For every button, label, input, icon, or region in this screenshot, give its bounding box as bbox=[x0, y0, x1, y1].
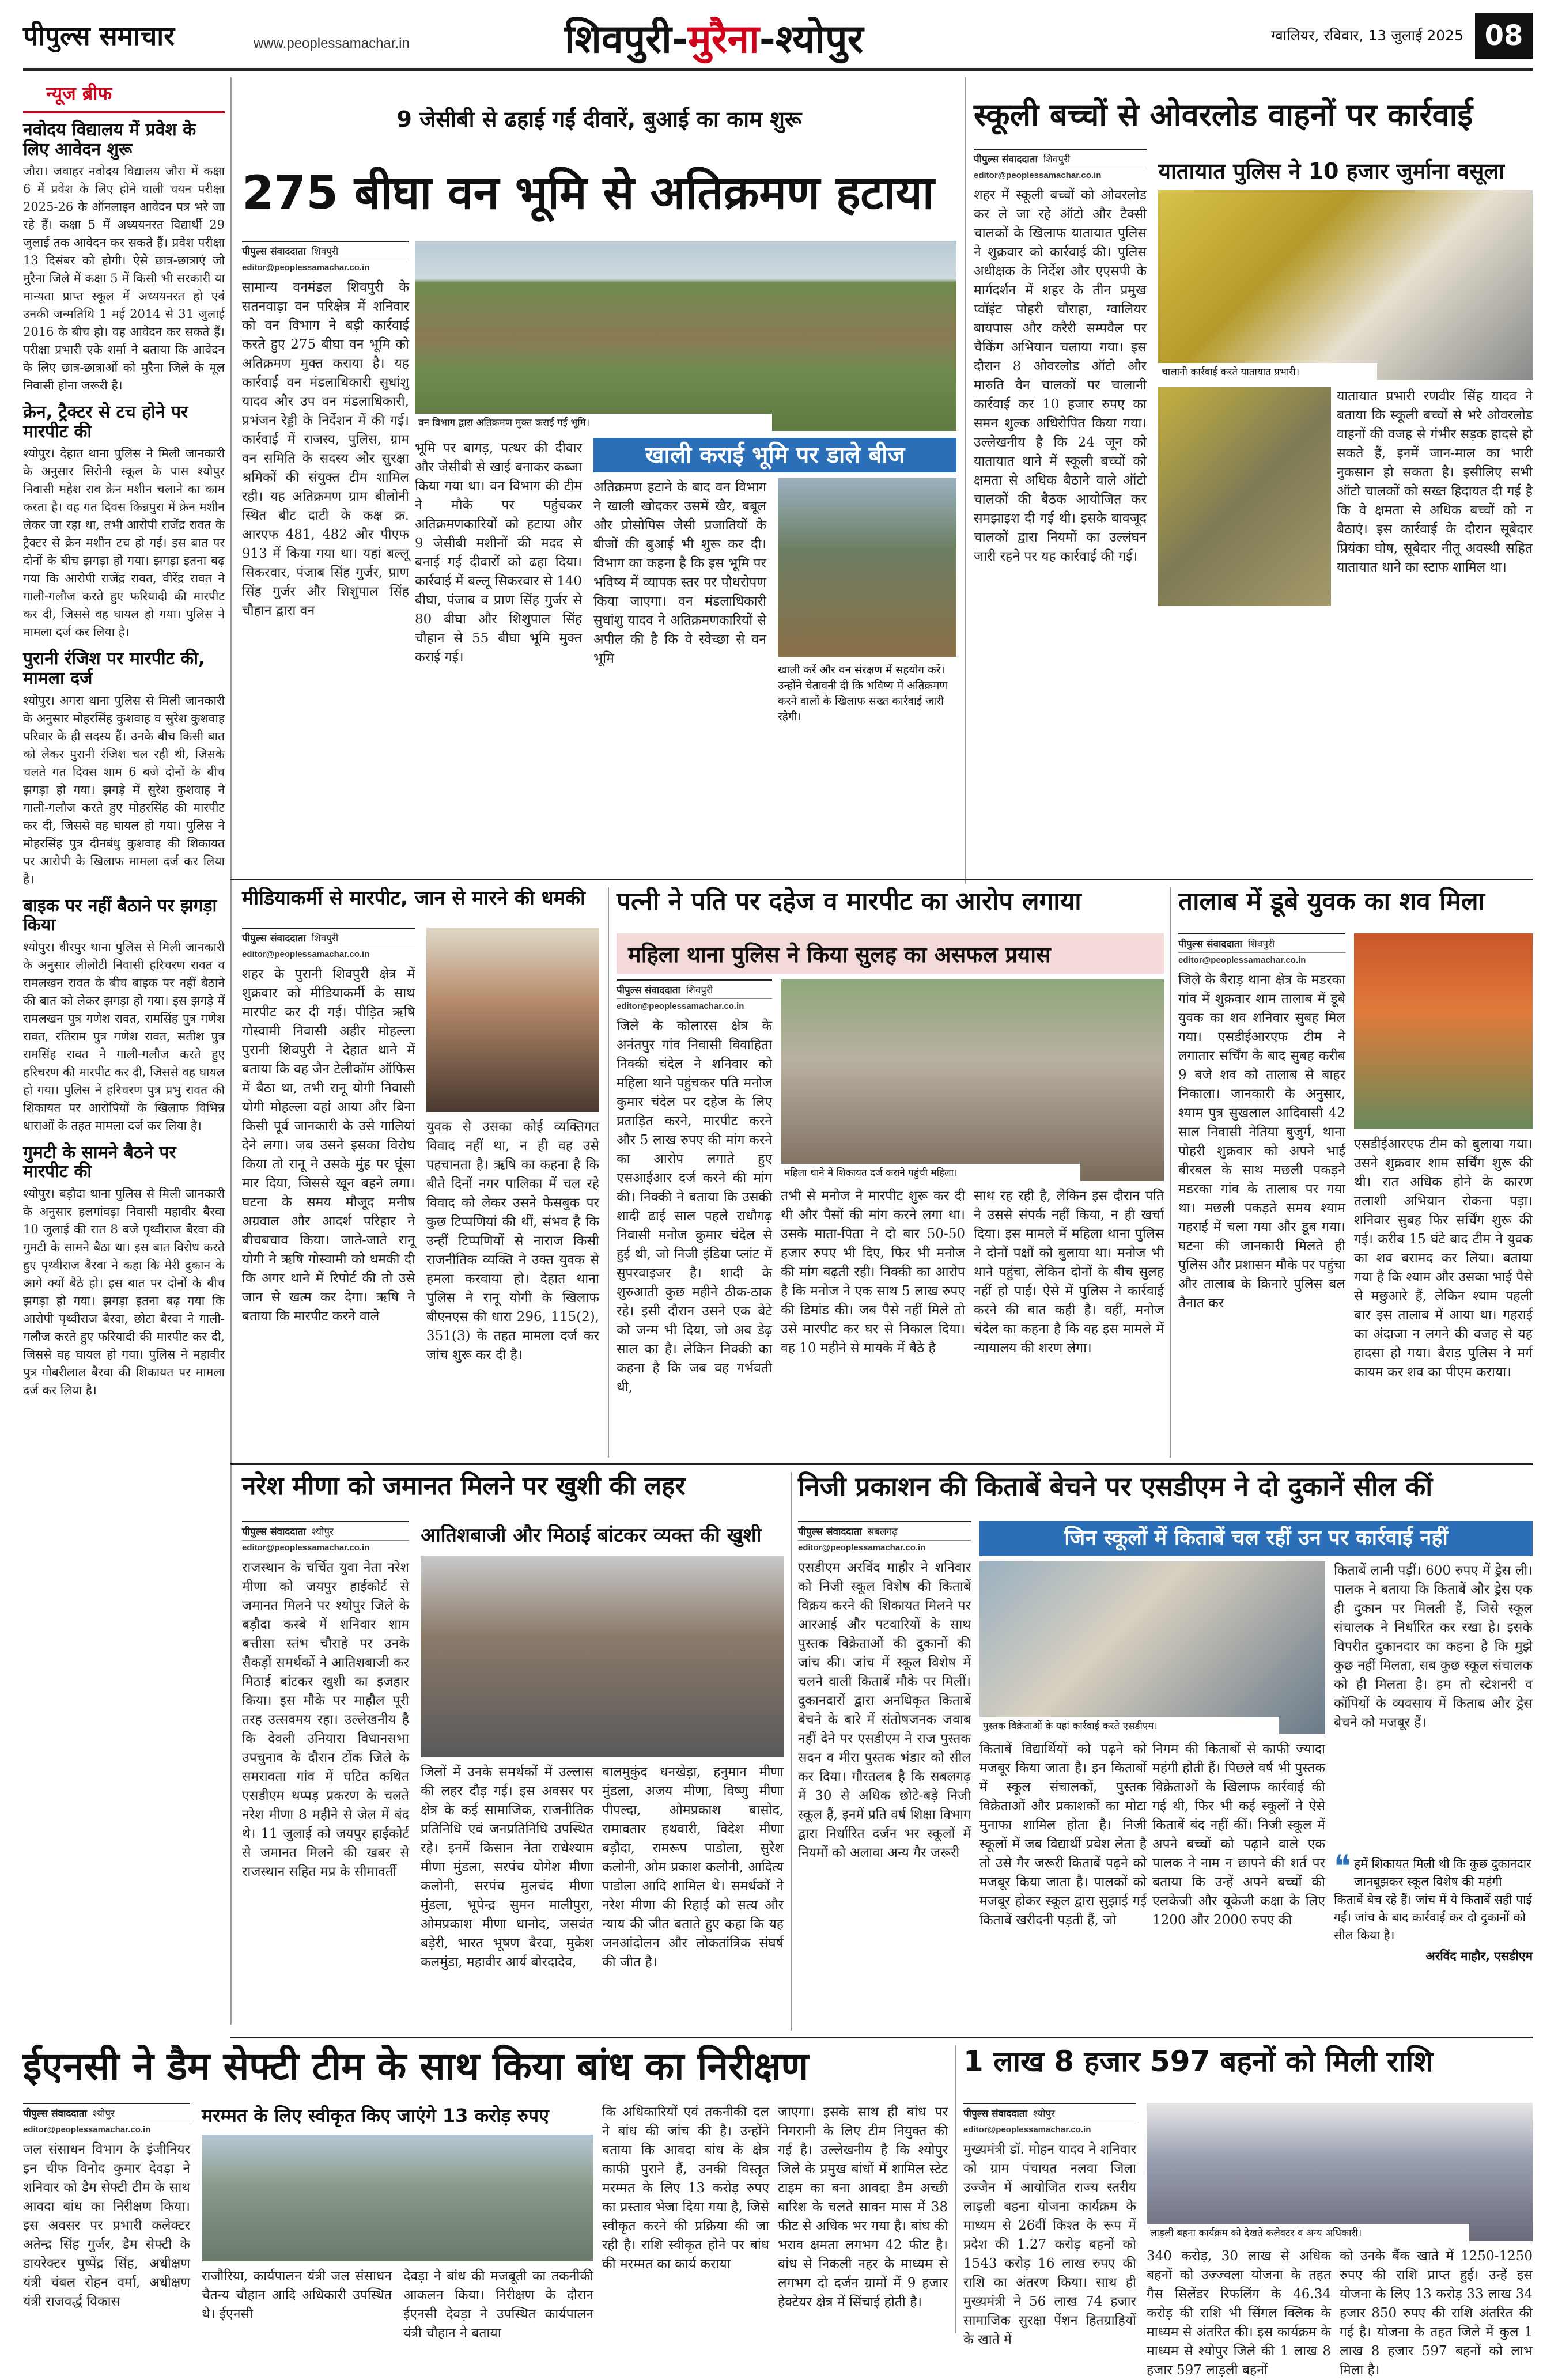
title-sheopur: -श्योपुर bbox=[759, 17, 864, 62]
email: editor@peoplessamachar.co.in bbox=[798, 1543, 926, 1553]
divider bbox=[230, 879, 1533, 880]
dowry-subhead-box: महिला थाना पुलिस ने किया सुलह का असफल प्रयास bbox=[617, 933, 1164, 974]
overload-article bbox=[974, 149, 1151, 880]
news-brief-label: न्यूज ब्रीफ bbox=[23, 77, 225, 113]
drown-photo bbox=[1354, 933, 1533, 1129]
journalist-article bbox=[242, 928, 419, 1458]
quote-text: हमें शिकायत मिली थी कि कुछ दुकानदार जानबूझकर स्कूल विशेष की महंगी किताबें बेच रहे हैं। जांच में ये किताबें सही पाई गईं। जांच के बाद कार्रवाई कर दो दुकानों को सील किया है। bbox=[1334, 1857, 1532, 1942]
books-body-3: निगम की किताबों से काफी ज्यादा महंगी होती हैं। पिछले वर्ष भी पुस्तक विक्रेताओं के खिलाफ कार्रवाई की गई थी, फिर भी कई स्कूलों ने ऐसे किताबें बंद नहीं कीं। निजी स्कूल में अपने बच्चों को पढ़ाने वाले एक पालक ने नाम न छापने की शर्त पर बताया कि उन्हें अपने बच्चों की एलकेजी और यूकेजी कक्षा के लिए 1200 और 2000 रुपए की bbox=[1152, 1742, 1330, 1928]
forest-photo bbox=[415, 241, 956, 431]
email: editor@peoplessamachar.co.in bbox=[242, 949, 370, 959]
dam-body-2: राजौरिया, कार्यपालन यंत्री जल संसाधन चैतन्य चौहान आदि अधिकारी उपस्थित थे। ईएनसी bbox=[202, 2269, 396, 2322]
brief-headline: पुरानी रंजिश पर मारपीट की, मामला दर्ज bbox=[23, 649, 205, 688]
sidebar-divider bbox=[230, 77, 232, 2025]
dowry-photo bbox=[781, 979, 1164, 1181]
byline: पीपुल्स संवाददाता शिवपुरी bbox=[242, 928, 415, 947]
article-body: जिले के बैराड़ थाना क्षेत्र के मडरका गांव में शुक्रवार शाम तालाब में डूबे युवक का शव शनिवार सुबह मिल गया। एसडीईआरएफ टीम ने लगातार सर्चिंग के बाद सुबह करीब 9 बजे शव को तालाब से बाहर निकाला। जानकारी के अनुसार, श्याम पुत्र सुखलाल आदिवासी 42 साल निवासी नेतिया बुजुर्ग, थाना पोहरी शुक्रवार को अपने भाई बीरबल के साथ मछली पकड़ने मडरका गांव के तालाब पर गया था। मछली पकड़ते समय श्याम गहराई में चला गया और डूब गया। घटना की जानकारी मिलते ही पुलिस और प्रशासन मौके पर पहुंचा और तालाब के किनारे पुलिस बल तैनात कर bbox=[1178, 973, 1350, 1311]
dowry-article bbox=[617, 979, 777, 1458]
books-body-2: किताबें विद्यार्थियों को पढ़ने को मजबूर किया जाता है। इन किताबों में स्कूल संचालकों, पुस्तक विक्रेताओं और प्रकाशकों का मोटा मुनाफा शामिल होता है। निजी स्कूलों में जब विद्यार्थी प्रवेश लेता है तो उसे गैर जरूरी किताबें पढ़ने को मजबूर किया जाता है। पालकों को मजबूर होकर स्कूल द्वारा सुझाई गई किताबें खरीदनी पड़ती हैं, जो bbox=[979, 1742, 1151, 1928]
byline: पीपुल्स संवाददाता शिवपुरी bbox=[974, 149, 1147, 168]
byline: पीपुल्स संवाददाता शिवपुरी bbox=[242, 241, 409, 260]
books-article bbox=[798, 1521, 975, 2034]
divider bbox=[608, 887, 609, 1458]
journalist-photo bbox=[426, 928, 599, 1112]
drown-body-2: एसडीईआरएफ टीम को बुलाया गया। उसने शुक्रवार शाम सर्चिंग शुरू की थी। रात अधिक होने के कारण तलाशी अभियान रोकना पड़ा। शनिवार सुबह फिर सर्चिंग शुरू की गई। करीब 15 घंटे बाद टीम ने युवक का शव बरामद कर लिया। बताया गया है कि श्याम और उसका भाई पैसे से मछुआरे हैं, लेकिन श्याम पहली बार इस तालाब में आया था। गहराई का अंदाजा न लगने की वजह से यह हादसा हो गया। बैराड़ पुलिस ने मर्ग कायम कर शव का पीएम कराया। bbox=[1354, 1137, 1537, 1380]
byline: पीपुल्स संवाददाता श्योपुर bbox=[23, 2103, 190, 2122]
email: editor@peoplessamachar.co.in bbox=[242, 263, 370, 273]
dowry-body-3: साथ रह रही है, लेकिन इस दौरान पति ने उससे संपर्क नहीं किया, न ही खर्चा दिया। इस मामले में महिला थाना पुलिस ने दोनों पक्षों को बुलाया था। मनोज भी थाने पहुंचा, लेकिन दोनों के बीच सुलह नहीं हो पाई। ऐसे में पुलिस ने कार्रवाई करने की बात कही है। वहीं, मनोज चंदेल का कहना है कि वह इस मामले में न्यायालय की शरण लेगा। bbox=[974, 1189, 1168, 1356]
brief-headline: नवोदय विद्यालय में प्रवेश के लिए आवेदन शुरू bbox=[23, 120, 196, 160]
photo-caption: लाड़ली बहना कार्यक्रम को देखते कलेक्टर व अन्य अधिकारी। bbox=[1147, 2224, 1469, 2241]
quote-icon: ❝ bbox=[1334, 1848, 1351, 1885]
seed-body: अतिक्रमण हटाने के बाद वन विभाग ने खाली खोदकर उसमें खैर, बबूल और प्रोसोपिस जैसी प्रजातियों के बीजों की बुआई भी शुरू कर दी। विभाग का कहना है कि इस भूमि पर भविष्य में व्यापक स्तर पर पौधरोपण किया जाएगा। वन मंडलाधिकारी सुधांशु यादव ने अतिक्रमणकारियों से अपील की है कि वे स्वेच्छा से वन भूमि bbox=[593, 480, 771, 666]
byline: पीपुल्स संवाददाता शिवपुरी bbox=[1178, 933, 1345, 953]
books-body-4: किताबें लानी पड़ीं। 600 रुपए में ड्रेस ली। पालक ने बताया कि किताबें और ड्रेस एक ही दुकान पर मिलती हैं, जिसे स्कूल संचालक ने निर्धारित कर रखा है। इसके विपरीत दुकानदार का कहना है कि मुझे कुछ नहीं मिलता, सब कुछ स्कूल संचालक को ही मिलता है। हम तो स्टेशनरी व कॉपियों के व्यवसाय में किताब और ड्रेस बेचने को मजबूर हैं। bbox=[1334, 1563, 1537, 1730]
dam-body-3: देवड़ा ने बांध की मजबूती का तकनीकी आकलन किया। निरीक्षण के दौरान ईएनसी देवड़ा ने उपस्थित कार्यपालन यंत्री चौहान ने बताया bbox=[403, 2269, 598, 2341]
books-quote bbox=[1334, 1848, 1533, 2034]
brief-body: जौरा। जवाहर नवोदय विद्यालय जौरा में कक्षा 6 में प्रवेश के लिए होने वाली चयन परीक्षा 2025-26 के ऑनलाइन आवेदन पत्र भरे जा रहे हैं। कक्षा 5 में अध्ययनरत विद्यार्थी 29 जुलाई तक आवेदन कर सकते हैं। प्रवेश परीक्षा 13 दिसंबर को होगी। ऐसे छात्र-छात्राएं जो मुरैना जिले में कक्षा 5 में किसी भी सरकारी या मान्यता प्राप्त स्कूल में अध्ययनरत हो एवं उनकी जन्मतिथि 1 मई 2014 से 31 जुलाई 2016 के बीच हो। वह आवेदन कर सकते हैं। परीक्षा प्रभारी एके शर्मा ने बताया कि आवेदन के लिए छात्र-छात्राओं को मुरैना जिले के मूल निवासी होना जरूरी है। bbox=[23, 164, 229, 393]
seed-box: खाली कराई भूमि पर डाले बीज bbox=[593, 438, 956, 472]
article-body: जिले के कोलारस क्षेत्र के अनंतपुर गांव निवासी विवाहिता निक्की चंदेल ने शनिवार को महिला थाने पहुंचकर पति मनोज कुमार चंदेल पर दहेज के लिए प्रताड़ित करने, मारपीट करने और 5 लाख रुपए की मांग करने का आरोप लगाते हुए एसआईआर दर्ज करने की मांग की। निक्की ने बताया कि उसकी शादी ढाई साल पहले राधौगढ़ निवासी मनोज कुमार चंदेल से हुई थी, जो निजी इंडिया प्लांट में सुपरवाइजर है। शादी के शुरुआती कुछ महीने ठीक-ठाक रहे। इसी दौरान उसने एक बेटे को जन्म भी दिया, जो अब डेढ़ साल का है। लेकिन निक्की का कहना है कि जब वह गर्भवती थी, bbox=[617, 1019, 777, 1395]
photo-caption: महिला थाने में शिकायत दर्ज कराने पहुंची महिला। bbox=[781, 1164, 1080, 1181]
dowry-body-2: तभी से मनोज ने मारपीट शुरू कर दी थी और पैसों की मांग करने लगा था। उसके माता-पिता ने दो बार 50-50 हजार रुपए भी दिए, फिर भी मनोज की मांग बढ़ती रही। निक्की का आरोप है कि मनोज ने एक साथ 5 लाख रुपए की डिमांड की। जब पैसे नहीं मिले तो उसे मारपीट कर घर से निकाल दिया। वह 10 महीने से मायके में बैठे है bbox=[781, 1189, 970, 1356]
article-body: सामान्य वनमंडल शिवपुरी के सतनवाड़ा वन परिक्षेत्र में शनिवार को वन विभाग ने बड़ी कार्रवाई करते हुए 275 बीघा वन भूमि को अतिक्रमण मुक्त कराया है। यह कार्रवाई वन मंडलाधिकारी सुधांशु यादव और उप वन मंडलाधिकारी, प्रभंजन रेड्डी के निर्देशन में की गई। कार्रवाई में राजस्व, पुलिस, ग्राम वन समिति के सदस्य और सुरक्षा श्रमिकों की संयुक्त टीम शामिल रही। यह अतिक्रमण ग्राम बीलोनी स्थित बीट दाटी के कक्ष क्र. आरएफ 481, 482 और पीएफ 913 में किया गया था। यहां बल्लू सिकरवार, पंजाब सिंह गुर्जर, प्राण सिंह गुर्जर और शिशुपाल सिंह चौहान द्वारा वन bbox=[242, 280, 414, 618]
ladli-body-2: 340 करोड़, 30 लाख से अधिक बहनों को उज्ज्वला योजना के तहत गैस सिलेंडर रिफलिंग के 46.34 करोड़ की राशि भी सिंगल क्लिक के माध्यम से अंतरित की। इस कार्यक्रम के माध्यम से श्योपुर जिले की 1 लाख 8 हजार 597 लाड़ली बहनों bbox=[1147, 2249, 1336, 2378]
divider bbox=[791, 1472, 792, 2031]
title-morena: मुरैना bbox=[687, 17, 759, 62]
naresh-body-3: बालमुकुंद धनखेड़ा, हनुमान मीणा मुंडला, अजय मीणा, विष्णु मीणा पीपल्दा, ओमप्रकाश बासोद, रामावतार हथवारी, विदेश मीणा बड़ौदा, रामरूप पाडोला, सुरेश कलोनी, ओम प्रकाश कलोनी, आदित्य पाडोला आदि शामिल थे। समर्थकों ने नरेश मीणा की रिहाई को सत्य और न्याय की जीत बताते हुए कहा कि यह जनआंदोलन और लोकतांत्रिक संघर्ष की जीत है। bbox=[602, 1765, 788, 1970]
naresh-article bbox=[242, 1521, 414, 2034]
title-shivpuri: शिवपुरी- bbox=[565, 17, 688, 62]
brief-item bbox=[23, 402, 229, 641]
article-body: मुख्यमंत्री डॉ. मोहन यादव ने शनिवार को ग्राम पंचायत नलवा जिला उज्जैन में आयोजित राज्य स्तरीय लाड़ली बहना योजना कार्यक्रम के माध्यम से 26वीं किश्त के रूप में प्रदेश की 1.27 करोड़ बहनों को 1543 करोड़ 16 लाख रुपए की राशि का अंतरण किया। साथ ही मुख्यमंत्री ने 56 लाख 74 हजार सामाजिक सुरक्षा पेंशन हितग्राहियों के खाते में bbox=[963, 2142, 1141, 2347]
naresh-photo bbox=[421, 1556, 784, 1757]
dam-body-4: कि अधिकारियों एवं तकनीकी दल ने बांध की जांच की है। उन्होंने बताया कि आवदा बांध के क्षेत्र काफी पुराने हैं, उनकी विस्तृत मरम्मत के लिए 13 करोड़ रुपए का प्रस्ताव भेजा दिया गया है, जिसे स्वीकृत करने की प्रक्रिया की जा रही है। राशि स्वीकृत होने पर बांध की मरम्मत का कार्य कराया bbox=[602, 2105, 774, 2272]
naresh-subheadline: आतिशबाजी और मिठाई बांटकर व्यक्त की खुशी bbox=[421, 1524, 762, 1547]
overload-photo bbox=[1158, 190, 1533, 380]
email: editor@peoplessamachar.co.in bbox=[963, 2125, 1091, 2135]
website: www.peoplessamachar.in bbox=[254, 36, 410, 51]
brief-item bbox=[23, 895, 229, 1135]
naresh-headline: नरेश मीणा को जमानत मिलने पर खुशी की लहर bbox=[242, 1471, 686, 1501]
overload-headline: स्कूली बच्चों से ओवरलोड वाहनों पर कार्रवाई bbox=[974, 97, 1473, 133]
ladli-headline: 1 लाख 8 हजार 597 बहनों को मिली राशि bbox=[963, 2045, 1434, 2078]
brief-headline: क्रेन, ट्रैक्टर से टच होने पर मारपीट की bbox=[23, 402, 188, 442]
brief-body: श्योपुर। अगरा थाना पुलिस से मिली जानकारी के अनुसार मोहरसिंह कुशवाह व सुरेश कुशवाह परिवार के ही सदस्य हैं। उनके बीच किसी बात को लेकर पुरानी रंजिश चल रही थी, जिसके चलते गत दिवस शाम 6 बजे दोनों के बीच झगड़ा हो गया। झगड़े में सुरेश कुशवाह ने गाली-गलौज करते हुए मोहरसिंह की मारपीट कर दी, जिससे वह घायल हो गया। पुलिस ने मोहरसिंह पुत्र दीनबंधु कुशवाह की शिकायत पर आरोपी के खिलाफ मामला दर्ज कर लिया है। bbox=[23, 693, 229, 886]
email: editor@peoplessamachar.co.in bbox=[23, 2125, 151, 2135]
brief-item bbox=[23, 120, 229, 395]
divider bbox=[230, 1463, 1533, 1465]
brief-headline: बाइक पर नहीं बैठाने पर झगड़ा किया bbox=[23, 895, 217, 936]
news-brief-sidebar bbox=[23, 77, 229, 2025]
article-body: राजस्थान के चर्चित युवा नेता नरेश मीणा को जयपुर हाईकोर्ट से जमानत मिलने पर श्योपुर जिले के बड़ौदा कस्बे में शनिवार शाम बत्तीसा स्तंभ चौराहे पर उनके सैकड़ों समर्थकों ने आतिशबाजी कर मिठाई बांटकर खुशी का इजहार किया। इस मौके पर माहौल पूरी तरह उत्सवमय रहा। उल्लेखनीय है कि देवली उनियारा विधानसभा उपचुनाव के दौरान टोंक जिले के समरावता गांव में घटित कथित एसडीएम थप्पड़ प्रकरण के चलते नरेश मीणा 8 महीने से जेल में बंद थे। 11 जुलाई को जयपुर हाईकोर्ट से जमानत मिलने की खबर से राजस्थान सहित मप्र के सीमावर्ती bbox=[242, 1560, 414, 1879]
journalist-headline: मीडियाकर्मी से मारपीट, जान से मारने की धमकी bbox=[242, 887, 585, 910]
books-headline: निजी प्रकाशन की किताबें बेचने पर एसडीएम ने दो दुकानें सील कीं bbox=[798, 1471, 1433, 1502]
forest-kicker: 9 जेसीबी से ढहाई गईं दीवारें, बुआई का काम शुरू bbox=[396, 107, 802, 132]
article-body: शहर के पुरानी शिवपुरी क्षेत्र में शुक्रवार को मीडियाकर्मी के साथ मारपीट कर दी गई। पीड़ित ऋषि गोस्वामी निवासी अहीर मोहल्ला पुरानी शिवपुरी ने देहात थाने में बताया कि वह जैन टेलीकॉम ऑफिस में बैठा था, तभी रानू योगी निवासी योगी मोहल्ला वहां आया और बिना किसी पूर्व जानकारी के उसे गालियां देने लगा। जब उसने इसका विरोध किया तो रानू ने उसके मुंह पर घूंसा मार दिया, जिससे खून बहने लगा। घटना के समय मौजूद मनीष अग्रवाल और आदर्श परिहार ने बीचबचाव किया। जाते-जाते रानू योगी ने ऋषि गोस्वामी को धमकी दी कि अगर थाने में रिपोर्ट की तो उसे जान से खत्म कर देगा। ऋषि ने बताया कि मारपीट करने वाले bbox=[242, 967, 419, 1324]
forest-headline: 275 बीघा वन भूमि से अतिक्रमण हटाया bbox=[242, 166, 935, 220]
naresh-body-2: जिलों में उनके समर्थकों में उल्लास की लहर दौड़ गई। इस अवसर पर क्षेत्र के कई सामाजिक, राजनीतिक प्रतिनिधि एवं जनप्रतिनिधि उपस्थित रहे। इनमें किसान नेता राधेश्याम मीणा मुंडला, सरपंच योगेश मीणा कलोनी, सरपंच मुलचंद मीणा मुंडला, भूपेन्द्र सुमन मालीपुरा, ओमप्रकाश मीणा धानोद, जसवंत बड़ेरी, भारत भूषण बैरवा, मुकेश कलमुंडा, महावीर आर्य बोरदादेव, bbox=[421, 1765, 598, 1970]
dateline: ग्वालियर, रविवार, 13 जुलाई 2025 bbox=[1270, 27, 1463, 44]
page-number: 08 bbox=[1475, 13, 1533, 59]
drown-headline: तालाब में डूबे युवक का शव मिला bbox=[1178, 887, 1485, 916]
ladli-body-3: को उनके बैंक खाते में 1250-1250 रुपए की राशि प्राप्त हुई। उन्हें इस योजना के लिए 13 करोड़ 33 लाख 34 हजार 850 रुपए की राशि अंतरित की गई है। योजना के तहत जिले में कुल 1 लाख 8 हजार 597 बहनों को लाभ मिला है। bbox=[1340, 2249, 1537, 2378]
byline: पीपुल्स संवाददाता श्योपुर bbox=[963, 2103, 1136, 2122]
photo-caption: चालानी कार्रवाई करते यातायात प्रभारी। bbox=[1158, 363, 1377, 380]
masthead bbox=[0, 0, 1543, 69]
brief-item bbox=[23, 649, 229, 888]
dowry-headline: पत्नी ने पति पर दहेज व मारपीट का आरोप लगाया bbox=[617, 887, 1081, 916]
email: editor@peoplessamachar.co.in bbox=[242, 1543, 370, 1553]
brief-body: श्योपुर। वीरपुर थाना पुलिस से मिली जानकारी के अनुसार लीलोटी निवासी हरिचरण रावत व रामलखन रावत के बीच बाइक पर नहीं बैठाने की बात को लेकर झगड़ा हो गया। इस झगड़े में रामलखन पुत्र गणेश रावत, रामसिंह पुत्र गणेश रावत, रतिराम पुत्र गणेश रावत, सतीश पुत्र रामसिंह रावत ने गाली-गलौज करते हुए हरिचरण की मारपीट कर दी, जिससे वह घायल हो गया। पुलिस ने हरिचरण पुत्र प्रभु रावत की शिकायत पर आरोपियों के खिलाफ विभिन्न धाराओं के तहत मामला दर्ज कर लिया है। bbox=[23, 940, 229, 1133]
byline: पीपुल्स संवाददाता शिवपुरी bbox=[617, 979, 772, 999]
email: editor@peoplessamachar.co.in bbox=[1178, 955, 1306, 965]
article-body: शहर में स्कूली बच्चों को ओवरलोड कर ले जा रहे ऑटो और टैक्सी चालकों के खिलाफ यातायात पुलिस ने शुक्रवार को कार्रवाई की। पुलिस अधीक्षक के निर्देश और एएसपी के मार्गदर्शन में शहर के तीन प्रमुख प्वॉइंट पोहरी चौराहा, ग्वालियर बायपास और करैरी सम्पवैल पर चैकिंग अभियान चलाया गया। इस दौरान 8 ओवरलोड ऑटो और मारुति वैन चालकों पर चालानी कार्रवाई कर 10 हजार रुपए का समन शुल्क अधिरोपित किया गया। उल्लेखनीय है कि 24 जून को यातायात थाने में स्कूली बच्चों को क्षमता से अधिक बैठाने वाले ऑटो चालकों की बैठक आयोजित कर समझाइश दी गई थी। इसके बावजूद चालकों द्वारा नियमों का उल्लंघन जारी रहने पर यह कार्रवाई की गई। bbox=[974, 188, 1151, 564]
photo-caption: पुस्तक विक्रेताओं के यहां कार्रवाई करते एसडीएम। bbox=[979, 1717, 1279, 1734]
brief-body: श्योपुर। बड़ौदा थाना पुलिस से मिली जानकारी के अनुसार हलगांवड़ा निवासी महावीर बैरवा 10 जुलाई की रात 8 बजे पृथ्वीराज बैरवा की गुमटी के सामने बैठा था। इस बात विरोध करते हुए पृथ्वीराज बैरवा ने कहा कि मेरी दुकान के आगे क्यों बैठे हो। इस बात पर दोनों के बीच झगड़ा हो गया। झगड़ा इतना बढ़ गया कि आरोपी पृथ्वीराज बैरवा, छोटा बैरवा ने गाली-गलौज करते हुए फरियादी की मारपीट कर दी, जिससे वह घायल हो गया। पुलिस ने महावीर पुत्र गोबरीलाल बैरवा की शिकायत पर मामला दर्ज कर लिया है। bbox=[23, 1186, 229, 1397]
seed-photo bbox=[778, 478, 956, 657]
masthead-rule bbox=[23, 68, 1533, 71]
forest-article bbox=[242, 241, 414, 875]
divider bbox=[955, 2045, 956, 2333]
dam-subheadline: मरम्मत के लिए स्वीकृत किए जाएंगे 13 करोड़ रुपए bbox=[202, 2105, 549, 2127]
brief-headline: गुमटी के सामने बैठने पर मारपीट की bbox=[23, 1142, 176, 1182]
brief-body: श्योपुर। देहात थाना पुलिस ने मिली जानकारी के अनुसार सिरोनी स्कूल के पास श्योपुर निवासी महेश राव क्रेन मशीन चलाने का काम करता है। वह गत दिवस किन्नपुरा में क्रेन मशीन लेकर जा रहा था, तभी आरोपी राजेंद्र रावत के ट्रैक्टर से क्रेन मशीन टच हो गई। इस बात पर दोनों के बीच झगड़ा हो गया। झगड़ा इतना बढ़ गया कि आरोपी राजेंद्र रावत, वीरेंद्र रावत ने गाली-गलौज करते हुए फरियादी की मारपीट कर दी, जिससे वह घायल हो गया। पुलिस ने मामला दर्ज कर लिया है। bbox=[23, 447, 229, 640]
byline: पीपुल्स संवाददाता श्योपुर bbox=[242, 1521, 409, 1541]
divider bbox=[230, 2037, 1533, 2038]
divider bbox=[965, 77, 966, 884]
overload-photo-2 bbox=[1158, 387, 1331, 606]
email: editor@peoplessamachar.co.in bbox=[974, 171, 1102, 180]
quote-author: अरविंद माहौर, एसडीएम bbox=[1425, 1949, 1533, 1963]
journalist-body-2: युवक से उसका कोई व्यक्तिगत विवाद नहीं था, न ही वह उसे पहचानता है। ऋषि का कहना है कि बीते दिनों नगर पालिका में चल रहे विवाद को लेकर उसने फेसबुक पर कुछ टिप्पणियां की थीं, संभव है कि उन्हीं टिप्पणियों से नाराज किसी राजनीतिक व्यक्ति ने उक्त युवक से हमला करवाया हो। देहात थाना पुलिस ने रानू योगी के खिलाफ बीएनएस की धारा 296, 115(2), 351(3) के तहत मामला दर्ज कर जांच शुरू कर दी है। bbox=[426, 1119, 604, 1363]
overload-subheadline: यातायात पुलिस ने 10 हजार जुर्माना वसूला bbox=[1158, 158, 1505, 184]
dam-article bbox=[23, 2103, 195, 2333]
dam-photo bbox=[202, 2135, 593, 2261]
article-body: जल संसाधन विभाग के इंजीनियर इन चीफ विनोद कुमार देवड़ा ने शनिवार को डैम सेफ्टी टीम के साथ आवदा बांध का निरीक्षण किया। इस अवसर पर प्रभारी कलेक्टर अतेन्द्र सिंह गुर्जर, डैम सेफ्टी के डायरेक्टर पुष्पेंद्र सिंह, अधीक्षण यंत्री चंबल रोहन वर्मा, अधीक्षण यंत्री राजवर्द्ध विकास bbox=[23, 2142, 195, 2309]
article-body: एसडीएम अरविंद माहौर ने शनिवार को निजी स्कूल विशेष की किताबें विक्रय करने की शिकायत मिलने पर आरआई और पटवारियों के साथ पुस्तक विक्रेताओं की दुकानों की जांच की। जांच में स्कूल विशेष में चलने वाली किताबें मौके पर मिलीं। दुकानदारों द्वारा अनधिकृत किताबें बेचने के बारे में संतोषजनक जवाब नहीं देने पर एसडीएम ने राज पुस्तक सदन व मीरा पुस्तक भंडार को सील कर दिया। गौरतलब है कि सबलगढ़ में 30 से अधिक छोटे-बड़े निजी स्कूल हैं, इनमें प्रति वर्ष शिक्षा विभाग द्वारा निर्धारित दर्जन भर स्कूलों में नियमों को अलावा अन्य गैर जरूरी bbox=[798, 1560, 975, 1860]
byline: पीपुल्स संवाददाता सबलगढ़ bbox=[798, 1521, 971, 1541]
books-subhead-box: जिन स्कूलों में किताबें चल रहीं उन पर कार्रवाई नहीं bbox=[979, 1521, 1533, 1556]
ladli-article bbox=[963, 2103, 1141, 2347]
brief-item bbox=[23, 1142, 229, 1399]
email: editor@peoplessamachar.co.in bbox=[617, 1001, 744, 1011]
books-photo bbox=[979, 1561, 1325, 1734]
overload-body-2: यातायात प्रभारी रणवीर सिंह यादव ने बताया कि स्कूली बच्चों से भरे ओवरलोड वाहनों की वजह से गंभीर सड़क हादसे हो सकते हैं, इनमें जान-माल का भारी नुकसान हो सकता है। इसीलिए सभी ऑटो चालकों को सख्त हिदायत दी गई है कि वे क्षमता से अधिक बच्चों को न बैठाएं। इस कार्रवाई के दौरान सूबेदार प्रियंका घोष, सूबेदार नीतू अवस्थी सहित यातायात थाने का स्टाफ शामिल था। bbox=[1337, 389, 1537, 575]
forest-article-col2: भूमि पर बागड़, पत्थर की दीवार और जेसीबी से खाई बनाकर कब्जा किया गया था। वन विभाग की टीम ने मौके पर पहुंचकर अतिक्रमणकारियों को हटाया और 9 जेसीबी मशीनों की मदद से बनाई गई दीवारों को ढहा दिया। कार्रवाई में बल्लू सिकरवार से 140 बीघा, पंजाब व प्राण सिंह गुर्जर से 80 बीघा और शिशुपाल सिंह चौहान से 55 बीघा भूमि मुक्त कराई गई। bbox=[415, 441, 587, 665]
divider bbox=[1170, 887, 1171, 1458]
logo: पीपुल्स समाचार bbox=[23, 20, 175, 51]
dam-headline: ईएनसी ने डैम सेफ्टी टीम के साथ किया बांध का निरीक्षण bbox=[23, 2044, 809, 2088]
dam-body-5: जाएगा। इसके साथ ही बांध पर निगरानी के लिए टीम नियुक्त की गई है। उल्लेखनीय है कि श्योपुर जिले के प्रमुख बांधों में शामिल स्टेट टाइम का बना आवदा डैम अच्छी बारिश के चलते सावन मास में 38 फीट से अधिक भर गया है। बांध की भराव क्षमता लगभग 42 फीट है। बांध से निकली नहर के माध्यम से लगभग दो दर्जन ग्रामों में 9 हजार हेक्टेयर क्षेत्र में सिंचाई होती है। bbox=[778, 2105, 952, 2310]
photo-caption: वन विभाग द्वारा अतिक्रमण मुक्त कराई गई भूमि। bbox=[415, 414, 772, 431]
drown-article bbox=[1178, 933, 1350, 1458]
page-title bbox=[565, 10, 1037, 62]
seed-caption: खाली करें और वन संरक्षण में सहयोग करें। उन्होंने चेतावनी दी कि भविष्य में अतिक्रमण करने वालों के खिलाफ सख्त कार्रवाई जारी रहेगी। bbox=[778, 664, 948, 723]
ladli-photo bbox=[1147, 2103, 1533, 2241]
